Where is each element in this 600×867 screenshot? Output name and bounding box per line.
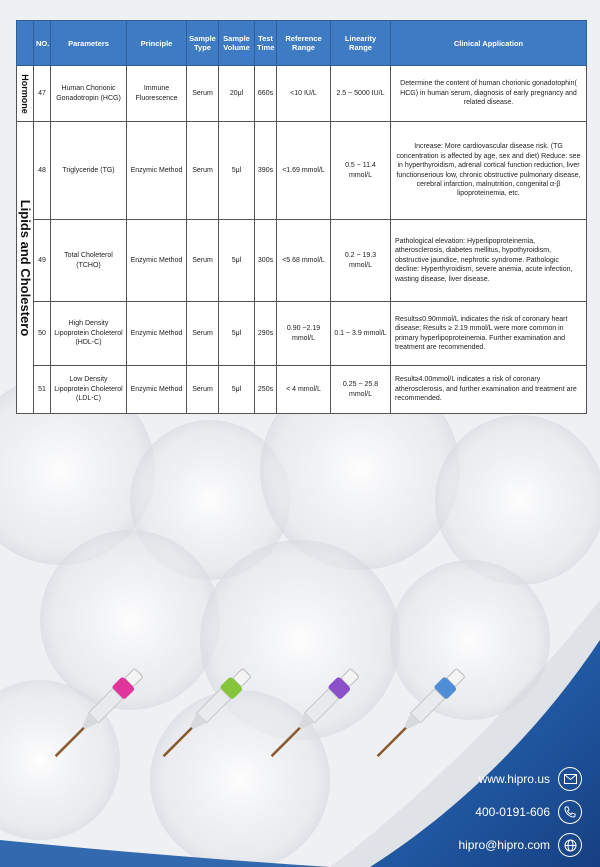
cell-no: 48	[34, 122, 51, 220]
cell-no: 50	[34, 302, 51, 366]
cell-test-time: 300s	[255, 220, 277, 302]
cell-clinical-application: Increase: More cardiovascular disease risk. (TG concentration is affected by age, sex and diet) Reduce: see in hyperthyroidism, adrenal cortical function reduction, liver functionserious low, chronic obstructive pulmonary disease, cerebral infarction, malnutrition, congenital α-β lipoproteinemia, etc.	[391, 122, 587, 220]
cell-test-time: 660s	[255, 66, 277, 122]
email-text[interactable]: hipro@hipro.com	[458, 838, 550, 852]
header-principle: Principle	[127, 21, 187, 66]
cell-sample-volume: 5μl	[219, 220, 255, 302]
cell-reference-range: <10 IU/L	[277, 66, 331, 122]
cell-no: 49	[34, 220, 51, 302]
parameter-table	[16, 20, 587, 414]
contact-email[interactable]	[458, 833, 582, 857]
cell-sample-type: Serum	[187, 366, 219, 414]
cell-sample-type: Serum	[187, 122, 219, 220]
cell-clinical-application: Results≤0.90mmol/L indicates the risk of coronary heart disease; Results ≥ 2.19 mmol/L were more common in primary hyperlipoproteinemia. Further examination and treatment are recommended.	[391, 302, 587, 366]
cell-sample-volume: 5μl	[219, 302, 255, 366]
cell-sample-type: Serum	[187, 66, 219, 122]
header-test-time: Test Time	[255, 21, 277, 66]
header-reference-range: Reference Range	[277, 21, 331, 66]
cell-test-time: 290s	[255, 302, 277, 366]
cell-reference-range: 0.90 ~2.19 mmol/L	[277, 302, 331, 366]
header-parameters: Parameters	[51, 21, 127, 66]
cell-principle: Enzymic Method	[127, 122, 187, 220]
needle-cartridge-pink-image	[40, 660, 150, 770]
globe-icon	[558, 833, 582, 857]
phone-icon	[558, 800, 582, 824]
cell-no: 51	[34, 366, 51, 414]
contact-phone[interactable]	[475, 800, 582, 824]
table-row	[17, 122, 587, 220]
category-hormone: Hormone	[20, 73, 31, 114]
table-row	[17, 66, 587, 122]
cell-sample-type: Serum	[187, 302, 219, 366]
cell-sample-volume: 5μl	[219, 366, 255, 414]
header-clinical-application: Clinical Application	[391, 21, 587, 66]
cell-parameter: Low Density Lipoprotein Choleterol (LDL-C)	[51, 366, 127, 414]
cell-principle: Enzymic Method	[127, 366, 187, 414]
category-lipids: Lipids and Cholestero	[17, 199, 33, 336]
mail-icon	[558, 767, 582, 791]
cell-clinical-application: Determine the content of human chorionic gonadotophin( HCG) in human serum, diagnosis of early pregnancy and related disease.	[391, 66, 587, 122]
cell-linearity-range: 0.1 ~ 3.9 mmol/L	[331, 302, 391, 366]
table-row	[17, 220, 587, 302]
cell-linearity-range: 0.25 ~ 25.8 mmol/L	[331, 366, 391, 414]
needle-cartridge-blue-image	[362, 660, 472, 770]
cell-parameter: Triglyceride (TG)	[51, 122, 127, 220]
phone-text[interactable]: 400-0191-606	[475, 805, 550, 819]
cell-sample-volume: 5μl	[219, 122, 255, 220]
table-row	[17, 366, 587, 414]
cell-reference-range: < 4 mmol/L	[277, 366, 331, 414]
cell-sample-volume: 20μl	[219, 66, 255, 122]
cell-parameter: Human Chorionic Gonadotropin (HCG)	[51, 66, 127, 122]
cell-principle: Immune Fluorescence	[127, 66, 187, 122]
category-cell-hormone	[17, 66, 34, 122]
cell-parameter: Total Choleterol (TCHO)	[51, 220, 127, 302]
cell-principle: Enzymic Method	[127, 220, 187, 302]
cell-reference-range: <5.68 mmol/L	[277, 220, 331, 302]
cell-clinical-application: Result≥4.00mmol/L indicates a risk of coronary atherosclerosis, and further examination and treatment are recommended.	[391, 366, 587, 414]
cell-parameter: High Density Lipoprotein Choleterol (HDL-C)	[51, 302, 127, 366]
cell-principle: Enzymic Method	[127, 302, 187, 366]
cell-reference-range: <1.69 mmol/L	[277, 122, 331, 220]
header-sample-type: Sample Type	[187, 21, 219, 66]
header-no: NO.	[34, 21, 51, 66]
needle-cartridge-purple-image	[256, 660, 366, 770]
category-cell-lipids	[17, 122, 34, 414]
header-sample-volume: Sample Volume	[219, 21, 255, 66]
parameter-table-container	[16, 20, 586, 414]
cell-test-time: 390s	[255, 122, 277, 220]
header-category	[17, 21, 34, 66]
cell-test-time: 250s	[255, 366, 277, 414]
header-linearity-range: Linearity Range	[331, 21, 391, 66]
cell-linearity-range: 0.5 ~ 11.4 mmol/L	[331, 122, 391, 220]
contact-website[interactable]	[479, 767, 582, 791]
cell-no: 47	[34, 66, 51, 122]
needle-cartridge-green-image	[148, 660, 258, 770]
cell-linearity-range: 2.5 ~ 5000 IU/L	[331, 66, 391, 122]
cell-linearity-range: 0.2 ~ 19.3 mmol/L	[331, 220, 391, 302]
website-text[interactable]: www.hipro.us	[478, 772, 550, 786]
table-row	[17, 302, 587, 366]
cell-sample-type: Serum	[187, 220, 219, 302]
cell-clinical-application: Pathological elevation: Hyperlipoproteinemia, atherosclerosis, diabetes mellitus, hypothyroidism, obstructive jaundice, nephrotic syndrome. Pathologic decline: Hyperthyroidism, severe anemia, acute infection, wasting disease, liver disease.	[391, 220, 587, 302]
table-header-row	[17, 21, 587, 66]
